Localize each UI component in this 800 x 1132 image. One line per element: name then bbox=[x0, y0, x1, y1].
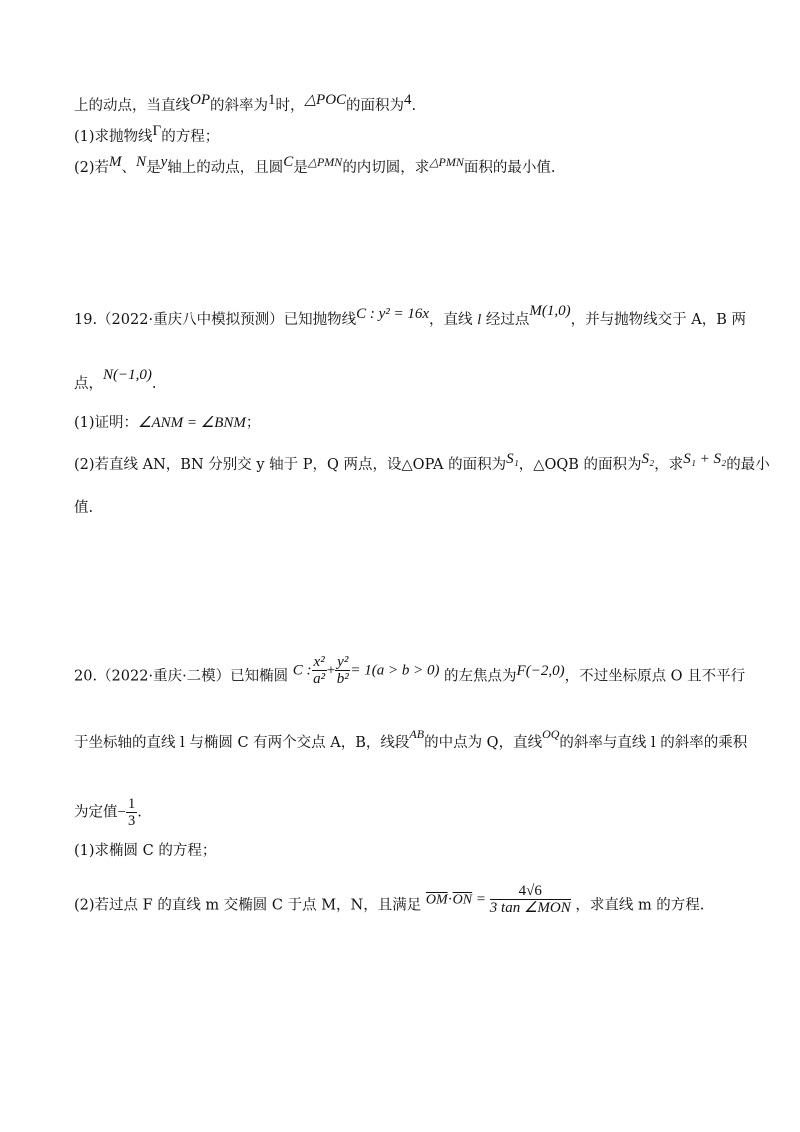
math-dot-product: $\overline{OM}\cdot\overline{ON}$ = $\frac{4√6}{\text{3 tan ∠MON}}$ bbox=[425, 883, 571, 916]
math-point-m: M(1,0) bbox=[529, 303, 571, 319]
math-sum: S₁ + S₂ bbox=[683, 451, 727, 467]
q19-part2: (2)若直线 AN，BN 分别交 y 轴于 P，Q 两点，设△OPA 的面积为S₁，△OQB 的面积为S₂，求S₁ + S₂的最小 bbox=[74, 451, 770, 473]
math-angle-equation: ∠ANM = ∠BNM bbox=[138, 415, 246, 431]
q20-header: 20.（2022·重庆·二模）已知椭圆 C : $\frac{\text{x²}}{\text{a²}}$ + $\frac{\text{y²}}{\text{b²}}$ = 1(a > b > 0) 的左焦点为F(−2,0)，不过坐标原点 O 且不平行 bbox=[74, 654, 746, 687]
q19-part1: (1)证明：∠ANM = ∠BNM； bbox=[74, 415, 261, 431]
q19-part2-end: 值. bbox=[74, 500, 94, 516]
math-op: OP bbox=[190, 92, 210, 108]
math-point-n: N(−1,0) bbox=[103, 367, 152, 383]
math-focus: F(−2,0) bbox=[516, 662, 565, 679]
q20-line2: 于坐标轴的直线 l 与椭圆 C 有两个交点 A，B，线段$^{AB}$的中点为 Q，直线$^{OQ}$的斜率与直线 l 的斜率的乘积 bbox=[74, 727, 748, 751]
q20-part2: (2)若过点 F 的直线 m 交椭圆 C 于点 M，N，且满足 $\overline{OM}\cdot\overline{ON}$ = $\frac{4√6}{\text{3 tan ∠MON}}$ ，求直线 m 的方程. bbox=[74, 883, 705, 916]
q18-part1: (1)求抛物线Γ的方程； bbox=[74, 123, 220, 145]
math-triangle-poc: △POC bbox=[304, 92, 347, 108]
math-ab: AB bbox=[409, 727, 425, 741]
math-ellipse: C : $\frac{\text{x²}}{\text{a²}}$ + $\frac{\text{y²}}{\text{b²}}$ = 1(a > b > 0) bbox=[292, 654, 440, 687]
q19-line2: 点，N(−1,0). bbox=[74, 367, 157, 392]
math-parabola: C : y² = 16x bbox=[356, 306, 430, 322]
q18-part2: (2)若M、N是y轴上的动点，且圆C是$^{\triangle PMN}$的内切圆，求$^{\triangle PMN}$面积的最小值. bbox=[74, 154, 556, 176]
q20-part1: (1)求椭圆 C 的方程； bbox=[74, 843, 217, 859]
math-s1: S₁ bbox=[506, 451, 519, 467]
math-oq: OQ bbox=[542, 727, 560, 741]
q20-line3: 为定值− $\frac{1}{3}$ . bbox=[74, 796, 142, 829]
math-gamma: Γ bbox=[152, 123, 162, 139]
math-fraction: $\frac{1}{3}$ bbox=[127, 796, 136, 829]
q19-header: 19.（2022·重庆八中模拟预测）已知抛物线C : y² = 16x，直线 l 经过点M(1,0)，并与抛物线交于 A，B 两 bbox=[74, 303, 747, 328]
math-s2: S₂ bbox=[641, 451, 655, 467]
q18-intro-line: 上的动点，当直线OP的斜率为1时，△POC的面积为4. bbox=[74, 92, 417, 114]
